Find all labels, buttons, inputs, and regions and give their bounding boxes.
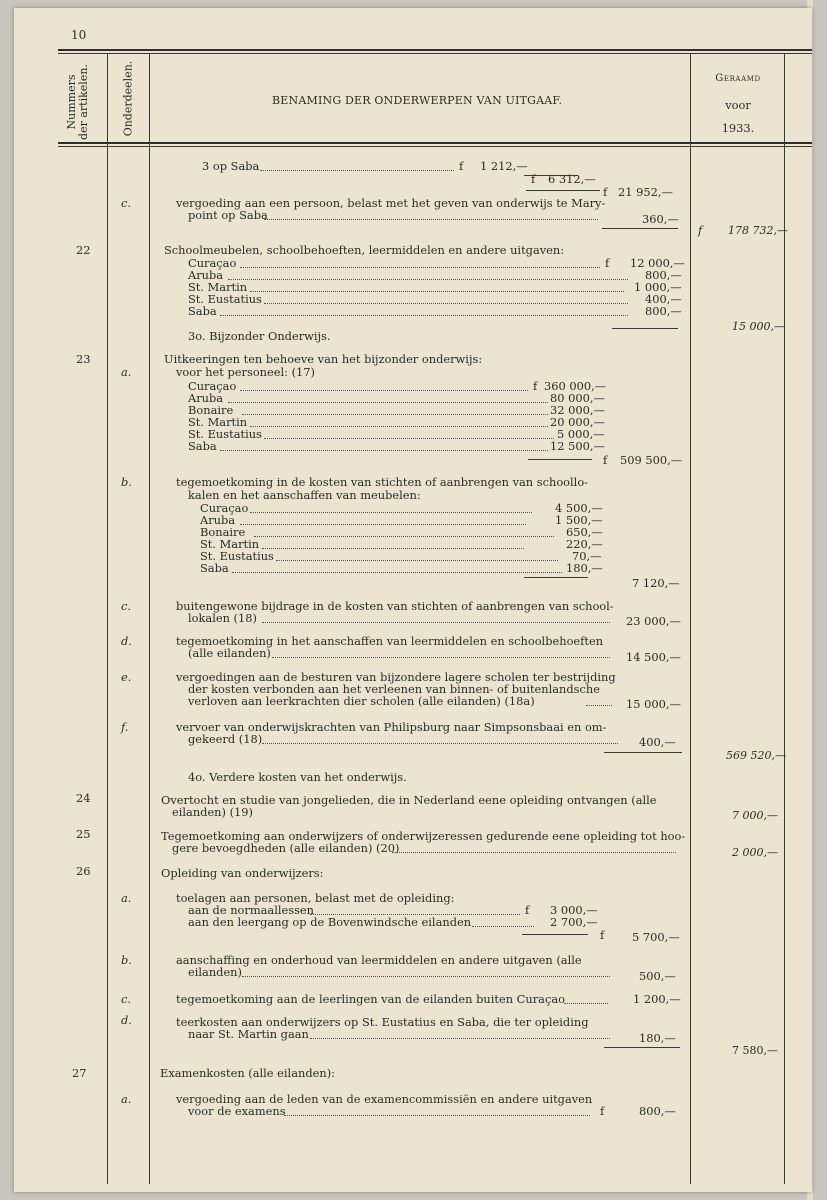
currency-sign: f [600, 928, 605, 942]
item-letter: a. [121, 891, 132, 905]
a-item-amount: 12 500,— [550, 439, 605, 453]
leader [242, 974, 610, 977]
art22-item-amount: 800,— [645, 304, 682, 318]
a-item-name: Saba [188, 439, 217, 453]
a-item-name: Bonaire [188, 403, 234, 417]
art23-total: 569 520,— [726, 749, 786, 762]
item-letter: e. [121, 670, 132, 684]
sum-rule [526, 190, 600, 191]
item-d-text: tegemoetkoming in het aanschaffen van leermiddelen en schoolbehoeften [176, 634, 604, 648]
leader [264, 301, 628, 304]
item-b-text: tegemoetkoming in de kosten van stichten of aanbrengen van schoollo- [176, 475, 589, 489]
item-c2-amount: 23 000,— [626, 614, 681, 628]
document-page [14, 8, 812, 1192]
item-letter: d. [121, 634, 132, 648]
b-item-amount: 1 500,— [555, 513, 603, 527]
header-col-geraamd: Geraamd [715, 73, 761, 84]
sum-rule [524, 577, 588, 578]
leader [264, 436, 554, 439]
header-col-numbers: Nummers der artikelen. [65, 64, 90, 140]
b-item-name: St. Eustatius [200, 549, 274, 563]
art24-total: 7 000,— [732, 809, 778, 822]
currency-sign: f [603, 185, 608, 199]
article-number-26: 26 [76, 864, 91, 878]
item-letter: b. [121, 475, 132, 489]
art22-item-amount: 800,— [645, 268, 682, 282]
article-27-title: Examenkosten (alle eilanden): [160, 1066, 335, 1080]
leader [220, 313, 628, 316]
leader [272, 655, 610, 658]
leader [232, 570, 562, 573]
article-26-title: Opleiding van onderwijzers: [161, 866, 324, 880]
item-f-text: vervoer van onderwijskrachten van Philipsburg naar Simpsonsbaai en om- [176, 720, 607, 734]
leader [250, 424, 548, 427]
currency-sign: f [605, 256, 610, 270]
sum-rule [522, 934, 588, 935]
sum-rule [528, 459, 592, 460]
item-c26-amount: 1 200,— [633, 992, 681, 1006]
item-f-text2: gekeerd (18) [188, 732, 263, 746]
item-c-amount: 360,— [642, 212, 679, 226]
item-f-amount: 400,— [639, 735, 676, 749]
item-letter: d. [121, 1013, 132, 1027]
item-d26-amount: 180,— [639, 1031, 676, 1045]
art22-total: 15 000,— [732, 320, 785, 333]
b-item-name: Aruba [200, 513, 236, 527]
header-col-voor: voor [725, 98, 751, 112]
a-item-amount: 32 000,— [550, 403, 605, 417]
header-bottom-rule-2 [58, 146, 812, 147]
item-c2-text: buitengewone bijdrage in de kosten van stichten of aanbrengen van school- [176, 599, 614, 613]
b-item-amount: 220,— [566, 537, 603, 551]
item-d-amount: 14 500,— [626, 650, 681, 664]
item-c-text: vergoeding aan een persoon, belast met het geven van onderwijs te Mary- [176, 196, 606, 210]
a26-amount1: 3 000,— [550, 903, 598, 917]
item-c2-text2: lokalen (18) [188, 611, 257, 625]
leader [262, 741, 618, 744]
art22-item-amount: 400,— [645, 292, 682, 306]
art25-total: 2 000,— [732, 846, 778, 859]
leader [250, 510, 532, 513]
leader [564, 1001, 608, 1004]
art22-item-amount: 1 000,— [634, 280, 682, 294]
item-c-text2: point op Saba [188, 208, 268, 222]
leader [284, 1113, 590, 1116]
b-item-amount: 180,— [566, 561, 603, 575]
leader [276, 558, 558, 561]
a-total: 509 500,— [620, 453, 683, 467]
b-item-name: Saba [200, 561, 229, 575]
item-a-text: voor het personeel: (17) [176, 365, 315, 379]
item-a27-text2: voor de examens [188, 1104, 286, 1118]
sum-rule [602, 228, 678, 229]
item-b26-text2: eilanden) [188, 965, 242, 979]
leader [254, 534, 554, 537]
a-item-amount: 20 000,— [550, 415, 605, 429]
b-item-name: Bonaire [200, 525, 246, 539]
item-letter: b. [121, 953, 132, 967]
b-item-name: Curaçao [200, 501, 249, 515]
a26-amount2: 2 700,— [550, 915, 598, 929]
leader [392, 850, 676, 853]
article-number-22: 22 [76, 243, 91, 257]
item-b-text2: kalen en het aanschaffen van meubelen: [188, 488, 421, 502]
a26-line1: aan de normaallessen [188, 903, 315, 917]
leader [228, 277, 628, 280]
currency-sign: f [531, 172, 536, 186]
leader [260, 168, 454, 171]
item-b26-text: aanschaffing en onderhoud van leermiddelen en andere uitgaven (alle [176, 953, 582, 967]
a-item-amount: 5 000,— [557, 427, 605, 441]
leader [240, 265, 600, 268]
leader [250, 289, 624, 292]
currency-sign: f [603, 453, 608, 467]
article-number-23: 23 [76, 352, 91, 366]
item-a27-text: vergoeding aan de leden van de examencommissiën en andere uitgaven [176, 1092, 593, 1106]
item-letter: c. [121, 992, 132, 1006]
header-top-rule [58, 49, 812, 51]
leader [228, 400, 548, 403]
saba-line-label: 3 op Saba [202, 159, 260, 173]
currency-sign: f [533, 379, 538, 393]
article-25-text2: gere bevoegdheden (alle eilanden) (20) [172, 841, 400, 855]
a26-line2: aan den leergang op de Bovenwindsche eilanden [188, 915, 472, 929]
item-letter: a. [121, 1092, 132, 1106]
article-number-24: 24 [76, 791, 91, 805]
art22-item-amount: 12 000,— [630, 256, 685, 270]
article-23-title: Uitkeeringen ten behoeve van het bijzonder onderwijs: [164, 352, 483, 366]
leader [262, 620, 610, 623]
art22-item-name: St. Martin [188, 280, 248, 294]
item-letter: c. [121, 599, 132, 613]
col-divider-2 [149, 54, 150, 1184]
item-e-text2: der kosten verbonden aan het verleenen van binnen- of buitenlandsche [188, 682, 600, 696]
a-item-name: Curaçao [188, 379, 237, 393]
article-24-text2: eilanden) (19) [172, 805, 253, 819]
b-item-amount: 4 500,— [555, 501, 603, 515]
currency-sign: f [698, 223, 703, 237]
b-item-amount: 70,— [572, 549, 602, 563]
a-item-amount: 360 000,— [544, 379, 607, 393]
art22-item-name: St. Eustatius [188, 292, 262, 306]
item-d-text2: (alle eilanden) [188, 646, 271, 660]
article-24-text: Overtocht en studie van jongelieden, die in Nederland eene opleiding ontvangen (alle [161, 793, 657, 807]
section-3o-heading: 3o. Bijzonder Onderwijs. [188, 329, 331, 343]
header-top-rule-2 [58, 53, 812, 54]
article-number-25: 25 [76, 827, 91, 841]
item-d26-text: teerkosten aan onderwijzers op St. Eustatius en Saba, die ter opleiding [176, 1015, 589, 1029]
item-a26-text: toelagen aan personen, belast met de opleiding: [176, 891, 455, 905]
leader [310, 1036, 610, 1039]
leader [242, 412, 548, 415]
a26-total: 5 700,— [632, 930, 680, 944]
subtotal-6312: 6 312,— [548, 172, 596, 186]
header-col-year: 1933. [721, 121, 755, 135]
b-total: 7 120,— [632, 576, 680, 590]
art22-item-name: Curaçao [188, 256, 237, 270]
leader [240, 388, 528, 391]
section-4o-heading: 4o. Verdere kosten van het onderwijs. [188, 770, 407, 784]
currency-sign: f [600, 1104, 605, 1118]
article-22-title: Schoolmeubelen, schoolbehoeften, leermiddelen en andere uitgaven: [164, 243, 565, 257]
leader [264, 217, 598, 220]
item-b26-amount: 500,— [639, 969, 676, 983]
page-number: 10 [71, 28, 87, 42]
item-e-text3: verloven aan leerkrachten dier scholen (alle eilanden) (18a) [188, 694, 535, 708]
item-c26-text: tegemoetkoming aan de leerlingen van de eilanden buiten Curaçao [176, 992, 565, 1006]
currency-sign: f [459, 159, 464, 173]
header-bottom-rule [58, 142, 812, 144]
b-item-amount: 650,— [566, 525, 603, 539]
leader [220, 448, 548, 451]
sum-rule [604, 752, 682, 753]
b-item-name: St. Martin [200, 537, 260, 551]
currency-sign: f [525, 903, 530, 917]
col-divider-3 [690, 54, 691, 1184]
item-d26-text2: naar St. Martin gaan [188, 1027, 309, 1041]
item-e-amount: 15 000,— [626, 697, 681, 711]
col-divider-1 [107, 54, 108, 1184]
art26-total: 7 580,— [732, 1044, 778, 1057]
item-letter: a. [121, 365, 132, 379]
saba-line-amount: 1 212,— [480, 159, 528, 173]
article-number-27: 27 [72, 1066, 87, 1080]
total-178732: 178 732,— [728, 224, 788, 237]
leader [262, 546, 524, 549]
a-item-amount: 80 000,— [550, 391, 605, 405]
header-col-onderdeelen: Onderdeelen. [121, 60, 135, 137]
header-col-benaming: BENAMING DER ONDERWERPEN VAN UITGAAF. [272, 94, 563, 107]
a-item-name: St. Martin [188, 415, 248, 429]
item-a27-amount: 800,— [639, 1104, 676, 1118]
leader [240, 522, 526, 525]
art22-item-name: Aruba [188, 268, 224, 282]
sum-rule [604, 1047, 680, 1048]
a-item-name: St. Eustatius [188, 427, 262, 441]
a-item-name: Aruba [188, 391, 224, 405]
art22-item-name: Saba [188, 304, 217, 318]
sum-rule [612, 328, 678, 329]
item-e-text: vergoedingen aan de besturen van bijzondere lagere scholen ter bestrijding [176, 670, 616, 684]
leader [472, 924, 534, 927]
article-25-text: Tegemoetkoming aan onderwijzers of onderwijzeressen gedurende eene opleiding tot hoo- [161, 829, 686, 843]
leader [586, 703, 612, 706]
item-letter: c. [121, 196, 132, 210]
item-letter: f. [121, 720, 129, 734]
subtotal-21952: 21 952,— [618, 185, 673, 199]
